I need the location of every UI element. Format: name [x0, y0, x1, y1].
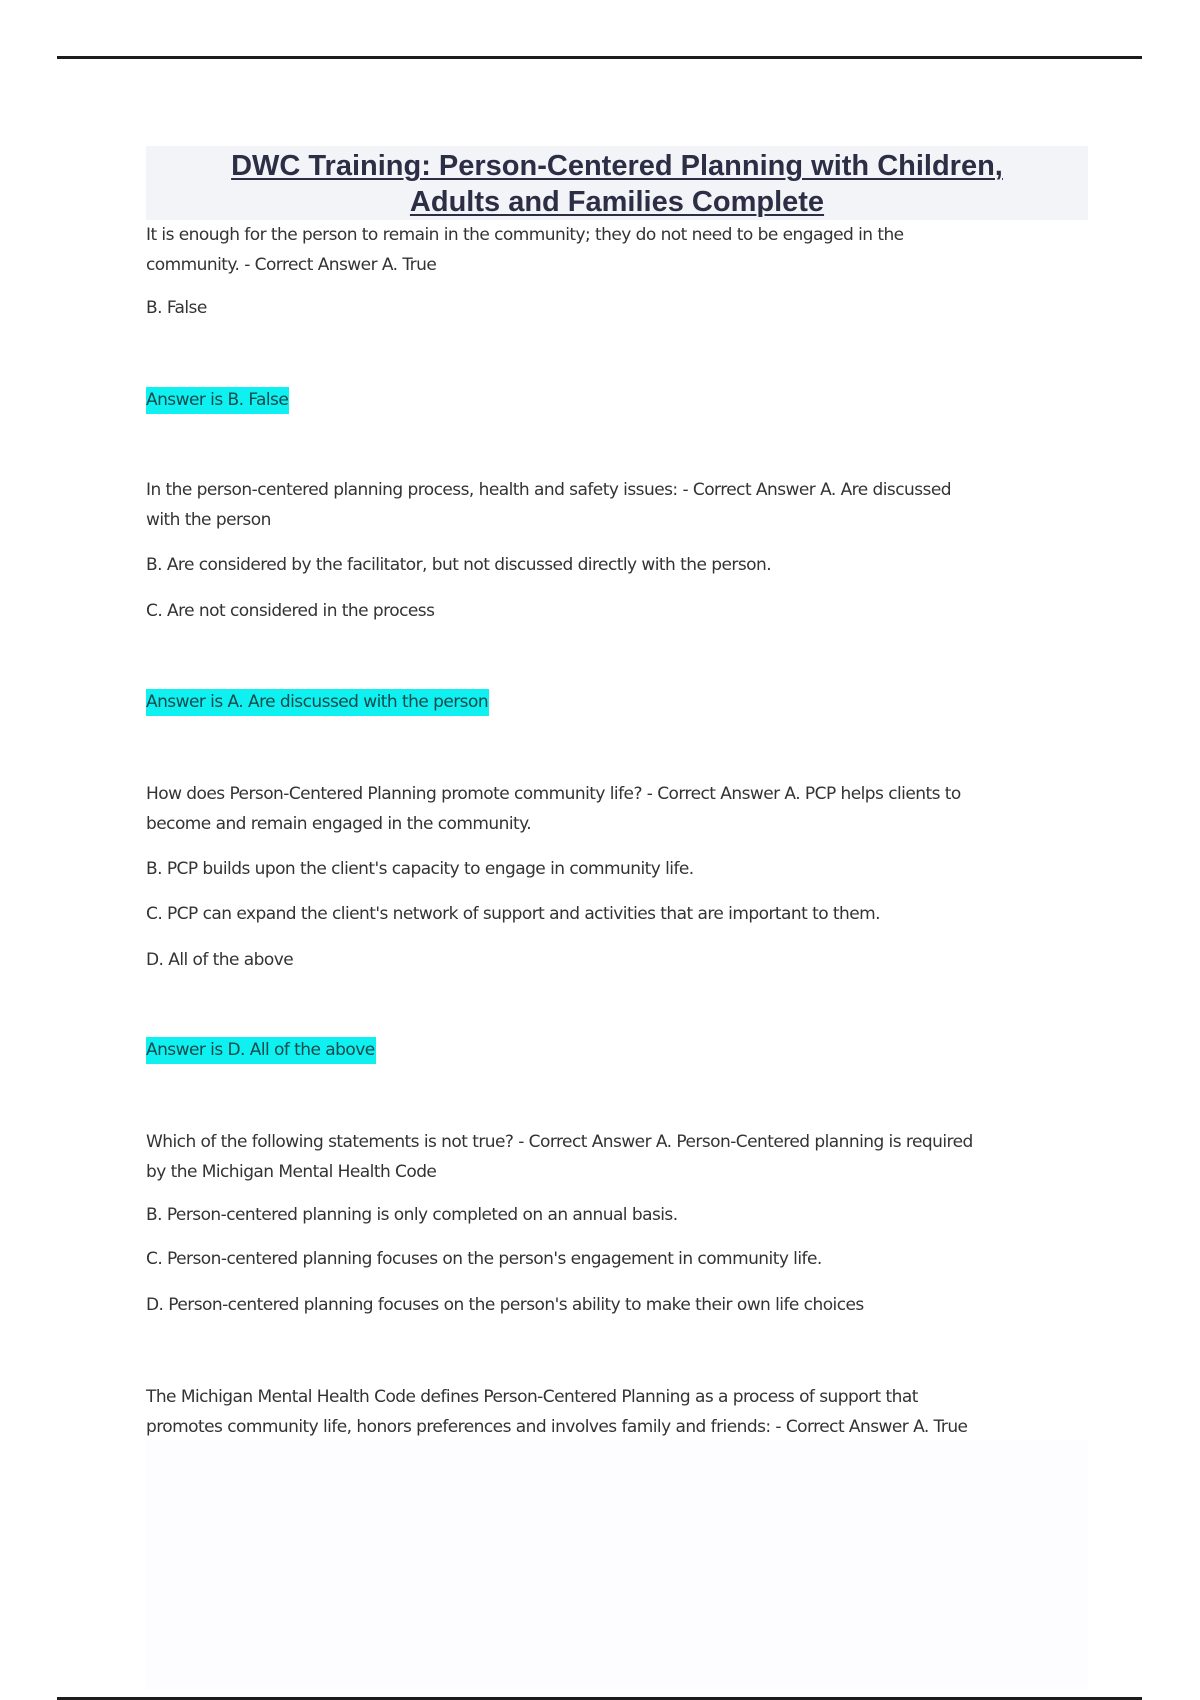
- option-b: B. Person-centered planning is only completed on an annual basis.: [146, 1205, 678, 1225]
- answer-highlight: Answer is A. Are discussed with the person: [146, 689, 489, 716]
- option-b: B. False: [146, 298, 207, 318]
- question-text-line: with the person: [146, 510, 271, 530]
- option-c: C. Are not considered in the process: [146, 601, 435, 621]
- option-b: B. PCP builds upon the client's capacity to engage in community life.: [146, 859, 694, 879]
- title-banner: [146, 146, 1088, 220]
- option-d: D. Person-centered planning focuses on the person's ability to make their own life choices: [146, 1295, 864, 1315]
- question-text-line: In the person-centered planning process, health and safety issues: - Correct Answer A. Are discussed: [146, 480, 952, 500]
- document-title: [146, 146, 1088, 220]
- answer-highlight: Answer is D. All of the above: [146, 1037, 376, 1064]
- question-text-line: Which of the following statements is not true? - Correct Answer A. Person-Centered planning is required: [146, 1132, 973, 1152]
- page-fade-region: [146, 1440, 1088, 1690]
- option-d: D. All of the above: [146, 950, 294, 970]
- option-b: B. Are considered by the facilitator, but not discussed directly with the person.: [146, 555, 772, 575]
- option-c: C. Person-centered planning focuses on the person's engagement in community life.: [146, 1249, 822, 1269]
- question-text-line: promotes community life, honors preferences and involves family and friends: - Correct Answer A. True: [146, 1417, 968, 1437]
- answer-highlight: Answer is B. False: [146, 387, 289, 414]
- question-4: [146, 1127, 1088, 1187]
- question-3: [146, 779, 1088, 839]
- title-line-1: DWC Training: Person-Centered Planning with Children,: [231, 150, 1003, 182]
- title-line-2: Adults and Families Complete: [409, 186, 825, 218]
- question-text-line: The Michigan Mental Health Code defines Person-Centered Planning as a process of support that: [146, 1387, 918, 1407]
- question-text-line: It is enough for the person to remain in the community; they do not need to be engaged in the: [146, 225, 904, 245]
- question-text-line: How does Person-Centered Planning promote community life? - Correct Answer A. PCP helps clients to: [146, 784, 961, 804]
- option-c: C. PCP can expand the client's network of support and activities that are important to them.: [146, 904, 881, 924]
- question-text-line: community. - Correct Answer A. True: [146, 255, 437, 275]
- question-text-line: become and remain engaged in the community.: [146, 814, 532, 834]
- top-rule: [57, 56, 1142, 59]
- question-2: [146, 475, 1088, 535]
- question-5: [146, 1382, 1088, 1442]
- question-1: [146, 220, 1088, 280]
- question-text-line: by the Michigan Mental Health Code: [146, 1162, 437, 1182]
